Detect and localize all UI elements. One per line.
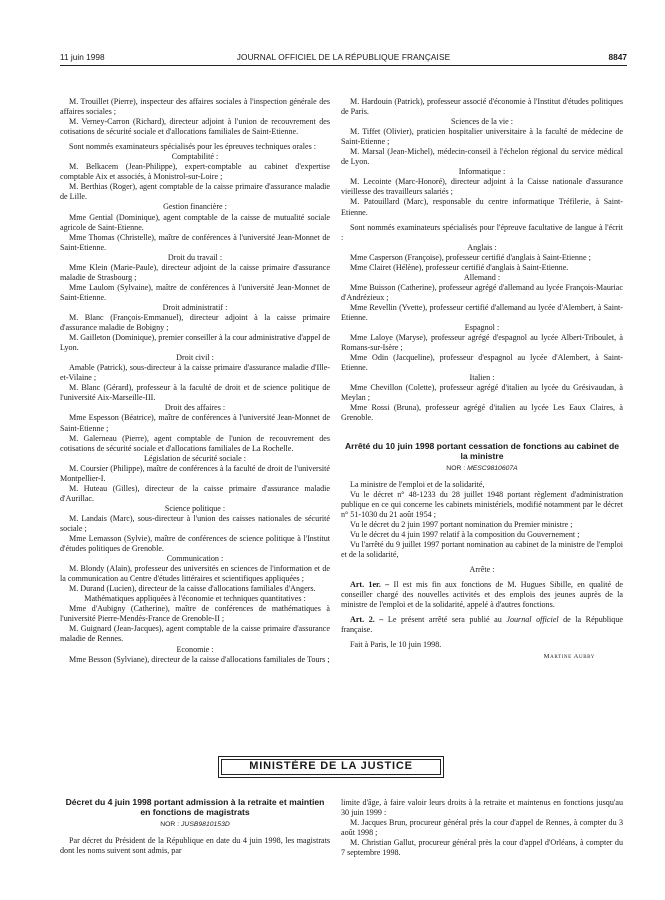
header-date: 11 juin 1998 bbox=[60, 52, 105, 62]
decret-paragraph: Par décret du Président de la République en date du 4 juin 1998, les magistrats dont les noms suivent sont admis, par bbox=[60, 836, 330, 856]
visa-paragraph: Vu le décret n° 48-1233 du 28 juillet 1948 portant règlement d'administration publique en ce qui concerne les cabinets ministériels, modifié notamment par le décret n° 51-1030 du 21 août 1954 ; bbox=[341, 489, 623, 519]
paragraph: M. Hardouin (Patrick), professeur associé d'économie à l'Institut d'études politiques de Paris. bbox=[341, 97, 623, 117]
paragraph: Mme Thomas (Christelle), maître de conférences à l'université Jean-Monnet de Saint-Etienne. bbox=[60, 232, 330, 252]
ministry-banner: MINISTÈRE DE LA JUSTICE bbox=[218, 756, 444, 778]
article-2 bbox=[341, 615, 623, 635]
section-gap bbox=[341, 424, 623, 441]
subject-heading: Gestion financière : bbox=[163, 202, 227, 212]
paragraph: Mme Besson (Sylviane), directeur de la caisse d'allocations familiales de Tours ; bbox=[69, 654, 330, 664]
subject-heading: Informatique : bbox=[458, 167, 506, 177]
decret-paragraph: M. Christian Gallut, procureur général près la cour d'appel d'Orléans, à compter du 7 septembre 1998. bbox=[341, 838, 623, 858]
paragraph: M. Verney-Carron (Richard), directeur adjoint à l'union de recouvrement des cotisations de sécurité sociale et d'allocations familiales de Saint-Etienne. bbox=[60, 117, 330, 137]
paragraph: Mme Buisson (Catherine), professeur agrégé d'allemand au lycée François-Mauriac d'Andrézieux ; bbox=[341, 282, 623, 302]
arrete-nor-code: MESC9810607A bbox=[467, 464, 518, 472]
paragraph: Amable (Patrick), sous-directeur à la caisse primaire d'assurance maladie d'Ille-et-Vilaine ; bbox=[60, 363, 330, 383]
subject-heading: Droit administratif : bbox=[162, 302, 228, 312]
paragraph: Mme Laulom (Sylvaine), maître de conférences à l'université Jean-Monnet de Saint-Etienne. bbox=[60, 282, 330, 302]
paragraph: M. Blondy (Alain), professeur des universités en sciences de l'information et de la communication au Centre d'études littéraires et scientifiques appliquées ; bbox=[60, 564, 330, 584]
decret-nor-code: JUSB9810153D bbox=[181, 821, 230, 828]
article-2-text-a: Le présent arrêté sera publié au bbox=[387, 615, 507, 625]
decret-right bbox=[341, 798, 623, 858]
paragraph: Sont nommés examinateurs spécialisés pour l'épreuve facultative de langue à l'écrit : bbox=[341, 222, 623, 242]
decret-paragraph: M. Jacques Brun, procureur général près la cour d'appel de Rennes, à compter du 3 août 1998 ; bbox=[341, 818, 623, 838]
subject-heading: Anglais : bbox=[467, 242, 497, 252]
article-1 bbox=[341, 580, 623, 610]
visa-paragraph: Vu le décret du 4 juin 1997 relatif à la composition du Gouvernement ; bbox=[350, 529, 580, 539]
paragraph: Mme Espesson (Béatrice), maître de conférences à l'université Jean-Monnet de Saint-Etienne ; bbox=[60, 413, 330, 433]
subject-heading: Italien : bbox=[469, 373, 495, 383]
decret-nor bbox=[60, 820, 330, 830]
paragraph: Mme Lemasson (Sylvie), maître de conférences de science politique à l'Institut d'études politiques de Grenoble. bbox=[60, 534, 330, 554]
paragraph: M. Durand (Lucien), directeur de la caisse d'allocations familiales d'Angers. bbox=[69, 584, 316, 594]
visa-paragraph: Vu l'arrêté du 9 juillet 1997 portant nomination au cabinet de la ministre de l'emploi et de la solidarité, bbox=[341, 539, 623, 559]
subject-heading: Economie : bbox=[176, 644, 214, 654]
paragraph: M. Marsal (Jean-Michel), médecin-conseil à l'échelon régional du service médical de Lyon. bbox=[341, 147, 623, 167]
paragraph: M. Patouillard (Marc), responsable du centre informatique Tréfilerie, à Saint-Etienne. bbox=[341, 197, 623, 217]
arrete-label: Arrête : bbox=[469, 564, 495, 574]
paragraph: Sont nommés examinateurs spécialisés pour les épreuves techniques orales : bbox=[69, 142, 317, 152]
arrete-fait: Fait à Paris, le 10 juin 1998. bbox=[350, 640, 442, 650]
arrete-nor bbox=[341, 464, 623, 474]
subject-heading: Sciences de la vie : bbox=[450, 117, 514, 127]
paragraph: M. Coursier (Philippe), maître de conférences à la faculté de droit de l'université Montpellier-I. bbox=[60, 463, 330, 483]
subject-heading: Droit des affaires : bbox=[164, 403, 226, 413]
decret-nor-label: NOR : bbox=[160, 821, 180, 828]
paragraph: Mme Chevillon (Colette), professeur agrégé d'italien au lycée du Grésivaudan, à Meylan ; bbox=[341, 383, 623, 403]
subject-heading: Allemand : bbox=[463, 272, 501, 282]
header-page-number: 8847 bbox=[608, 52, 627, 62]
paragraph: M. Landais (Marc), sous-directeur à l'union des caisses nationales de sécurité sociale ; bbox=[60, 513, 330, 533]
subject-heading: Droit civil : bbox=[176, 353, 214, 363]
left-column bbox=[60, 97, 330, 665]
paragraph: Mme Gential (Dominique), agent comptable de la caisse de mutualité sociale agricole de Saint-Etienne. bbox=[60, 212, 330, 232]
subject-heading: Droit du travail : bbox=[167, 252, 223, 262]
article-2-journal: Journal officiel bbox=[506, 615, 559, 625]
paragraph: M. Belkacem (Jean-Philippe), expert-comptable au cabinet d'expertise comptable Aix et associés, à Monistrol-sur-Loire ; bbox=[60, 162, 330, 182]
right-column bbox=[341, 97, 623, 662]
subject-heading: Comptabilité : bbox=[171, 152, 219, 162]
arrete-body bbox=[341, 480, 623, 565]
arrete-title: Arrêté du 10 juin 1998 portant cessation de fonctions au cabinet de la ministre bbox=[344, 440, 620, 461]
subject-heading: Espagnol : bbox=[464, 323, 500, 333]
paragraph: M. Galerneau (Pierre), agent comptable de l'union de recouvrement des cotisations de sécurité sociale et d'allocations familiales de La Rochelle. bbox=[60, 433, 330, 453]
article-2-label: Art. 2. – bbox=[350, 615, 384, 625]
paragraph: M. Trouillet (Pierre), inspecteur des affaires sociales à l'inspection générale des affaires sociales ; bbox=[60, 97, 330, 117]
visa-paragraph: Vu le décret du 2 juin 1997 portant nomination du Premier ministre ; bbox=[350, 519, 573, 529]
header-journal-title: JOURNAL OFFICIEL DE LA RÉPUBLIQUE FRANÇAISE bbox=[236, 52, 451, 62]
paragraph: Mme Rossi (Bruna), professeur agrégé d'italien au lycée Les Eaux Claires, à Grenoble. bbox=[341, 403, 623, 423]
paragraph: M. Guignard (Jean-Jacques), agent comptable de la caisse primaire d'assurance maladie de Rennes. bbox=[60, 624, 330, 644]
paragraph: Mme Klein (Marie-Paule), directeur adjoint de la caisse primaire d'assurance maladie de Strasbourg ; bbox=[60, 262, 330, 282]
visa-paragraph: La ministre de l'emploi et de la solidarité, bbox=[350, 479, 485, 489]
paragraph: M. Blanc (François-Emmanuel), directeur adjoint à la caisse primaire d'assurance maladie de Bobigny ; bbox=[60, 312, 330, 333]
arrete-signature: Martine Aubry bbox=[543, 653, 595, 661]
article-2-text-b: de la République française. bbox=[341, 615, 623, 635]
paragraph: Mme Odin (Jacqueline), professeur d'espagnol au lycée d'Alembert, à Saint-Etienne. bbox=[341, 353, 623, 373]
arrete-nor-label: NOR : bbox=[446, 464, 466, 472]
paragraph: M. Lecointe (Marc-Honoré), directeur adjoint à la Caisse nationale d'assurance vieillesse des travailleurs salariés ; bbox=[341, 177, 623, 197]
article-1-label: Art. 1er. – bbox=[350, 579, 390, 589]
paragraph: Mme Clairet (Hélène), professeur certifié d'anglais à Saint-Etienne. bbox=[350, 262, 569, 272]
paragraph: M. Blanc (Gérard), professeur à la faculté de droit et de science politique de l'université Aix-Marseille-III. bbox=[60, 383, 330, 403]
paragraph: Mme Casperson (Françoise), professeur certifié d'anglais à Saint-Etienne ; bbox=[350, 252, 591, 262]
decret-paragraph: limite d'âge, à faire valoir leurs droits à la retraite et maintenus en fonctions jusqu'au 30 juin 1999 : bbox=[341, 798, 623, 818]
right-column-list bbox=[341, 97, 623, 424]
paragraph: M. Huteau (Gilles), directeur de la caisse primaire d'assurance maladie d'Aurillac. bbox=[60, 483, 330, 503]
paragraph: Mme Revellin (Yvette), professeur certifié d'allemand au lycée d'Alembert, à Saint-Etienne. bbox=[341, 302, 623, 322]
paragraph: M. Berthias (Roger), agent comptable de la caisse primaire d'assurance maladie de Lille. bbox=[60, 182, 330, 202]
header-rule bbox=[60, 65, 627, 66]
subject-heading: Communication : bbox=[166, 554, 224, 564]
subject-heading: Science politique : bbox=[164, 503, 226, 513]
decret-left bbox=[60, 797, 330, 856]
article-1-text: Il est mis fin aux fonctions de M. Hugues Sibille, en qualité de conseiller chargé des nouvelles activités et des emplois des jeunes auprès de la ministre de l'emploi et de la solidarité, appelé à d'autres fonctions. bbox=[341, 579, 624, 610]
paragraph: Mme Laloye (Maryse), professeur agrégé d'espagnol au lycée Albert-Triboulet, à Romans-sur-Isère ; bbox=[341, 333, 623, 353]
paragraph: M. Gailleton (Dominique), premier conseiller à la cour administrative d'appel de Lyon. bbox=[60, 333, 330, 353]
paragraph: Mme d'Aubigny (Catherine), maître de conférences de mathématiques à l'université Pierre-Mendès-France de Grenoble-II ; bbox=[60, 604, 330, 624]
page-header bbox=[60, 52, 627, 66]
paragraph: M. Tiffet (Olivier), praticien hospitalier universitaire à la faculté de médecine de Saint-Etienne ; bbox=[341, 127, 623, 147]
subject-heading: Mathématiques appliquées à l'économie et techniques quantitatives : bbox=[84, 594, 306, 604]
decret-title: Décret du 4 juin 1998 portant admission à la retraite et maintien en fonctions de magistrats bbox=[65, 797, 325, 817]
subject-heading: Législation de sécurité sociale : bbox=[143, 453, 247, 463]
